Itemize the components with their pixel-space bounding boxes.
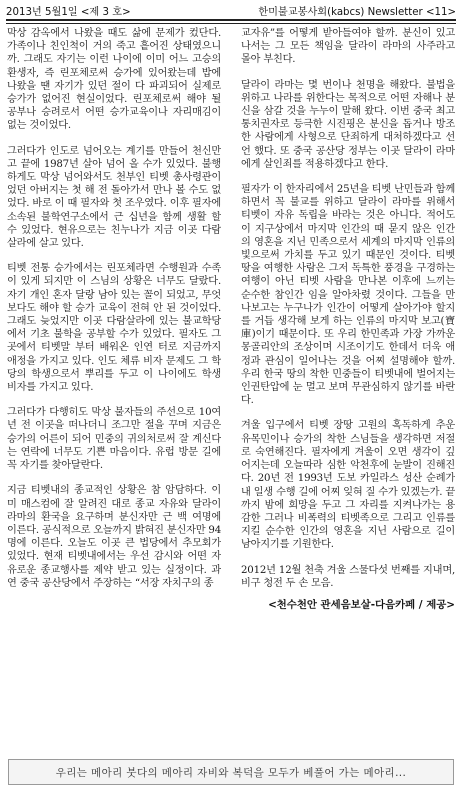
paragraph: 겨울 입구에서 티벳 장땅 고원의 혹독하게 추운 유목민이나 승가의 착한 스님들을 생각하면 저절로 숙연해진다. 필자에게 겨울이 오면 생각이 깊어지는데 오늘따라 심한 악천후에 눈발이 진해진다. 20년 전 1993년 도보 카일라스 성산 순례가 내 일생 수행 길에 어찌 잊혀 질 수가 있겠는가. 끝까지 밤에 희망을 두고 그 자리를 지켜나가는 용감한 그러나 비폭력의 티벳족으로 그리고 인류를 지킬 순수한 인간의 영혼을 지닌 사람으로 길이 남아지기를 기원한다.: [241, 420, 455, 551]
paragraph: 지금 티벳내의 종교적인 상황은 참 암담하다. 이미 매스컴에 잘 알려진 대로 종교 자유와 달라이 라마의 환국을 요구하며 분신자만 근 백 여명에 이른다. 공식적으로 오늘까지 밝혀진 분신자만 94명에 이른다. 오늘도 이곳 큰 법당에서 추모회가 있었다. 현재 티벳내에서는 우선 감시와 어떤 자유로운 종교행사를 제약 받고 있는 실정이다. 과연 중국 공산당에서 주장하는 “서장 자치구의 종: [7, 485, 221, 589]
footer-banner: [8, 759, 454, 785]
issue-date: 2013년 5월1일 <제 3 호>: [6, 6, 131, 18]
right-column: [241, 27, 455, 751]
source-credit: <천수천안 관세음보살-다음카페 / 제공>: [268, 598, 455, 611]
footer-slogan: 우리는 메아리 붓다의 메아리 자비와 복덕을 모두가 베풀어 가는 메아리...: [55, 766, 407, 779]
paragraph: 그러다가 다행히도 막상 불자들의 주선으로 10여 년 전 이곳을 떠나더니 조그만 절을 꾸며 지금은 승가의 어른이 되어 민중의 귀의처로써 잘 계신다는 연락에 너무도 기쁜 마음이다. 유럽 방문 길에 꼭 자기를 찾아달란다.: [7, 407, 221, 472]
signature-paragraph: 2012년 12월 천축 겨울 스물다섯 번째를 지내며, 비구 청전 두 손 모음.: [241, 564, 455, 589]
paragraph: 그러다가 인도로 넘어오는 계기를 만들어 천신만고 끝에 1987년 살아 넘어 올 수가 있었다. 불행하게도 막상 넘어와서도 천부인 티벳 총사령관이었던 아버지는 첫 해 전 돌아가서 만나 볼 수도 없었다. 바로 이 때 필자와 첫 조우였다. 이후 필자에 소속된 불학연구소에서 근 십년을 함께 생활 할 수 있었다. 현유으로는 친누나가 지금 이곳 다람살라에 살고 있다.: [7, 145, 221, 250]
article-body: [7, 27, 455, 751]
left-column: [7, 27, 221, 751]
newsletter-title: 한미불교봉사회(kabcs) Newsletter <11>: [258, 6, 456, 18]
header-rule-thin: [6, 23, 456, 24]
newsletter-header: [6, 3, 456, 17]
paragraph: 막상 감옥에서 나왔을 때도 삶에 문제가 컸단다. 가족이나 친인척이 거의 죽고 흩어진 상태였으니까. 그래도 자기는 이런 나이에 이미 어느 고승의 환생자, 즉 린포체로써 승가에 있어왔는데 밥에 나왔을 땐 자기가 있던 절이 다 파괴되어 실제로 승가가 없어진 현실이었다. 린포체로써 해야 될 공부나 승려로서 어떤 승가교육이나 자리매김이 없는 것이었다.: [7, 28, 221, 132]
paragraph: 교자유”를 어떻게 받아들여야 할까. 분신이 있고나서는 그 모든 책임을 달라이 라마의 사주라고 몰아 부친다.: [241, 28, 455, 66]
paragraph: 필자가 이 한자리에서 25년을 티벳 난민들과 함께 하면서 꼭 불교를 위하고 달라이 라마를 위해서 티벳이 자유 독립을 바라는 것은 아니다. 적어도 이 지구상에서 마지막 인간의 때 묻지 않은 인간의 영혼을 지닌 민족으로서 세계의 마지막 인류의 빛으로써 가치를 두고 있기 때문인 것이다. 티벳 땅을 여행한 사람은 그저 독특한 풍경을 구경하는 여행이 아닌 티벳 사람을 만나본 이후에 느끼는 순수한 참인간 임을 알아차렸 것이다. 그들을 만나보고는 누구나가 인간이 어떻게 살아가야 할지를 거듭 생각해 보게 하는 인류의 마지막 보고(寶庫)이기 때문이다. 또 우리 한민족과 가장 가까운 몽골리안의 조상이며 시조이기도 한데서 더욱 애정과 관심이 일어나는 것을 어찌 설명해야 할까. 우리 한국 땅의 착한 민중들이 티벳내에 벌어지는 인권탄압에 눈 멀고 보며 무관심하지 않기를 바란다.: [241, 184, 455, 407]
paragraph: 달라이 라마는 몇 번이나 천명을 해왔다. 불법을 위하고 나라를 위한다는 목적으로 어떤 자해나 분신을 삼갈 것을 누누이 말해 왔다. 이번 중국 최고 통치권자로 등극한 시진핑은 분신을 돕거나 방조한 사람에게 사형으로 단죄하게 대처하겠다고 선언 했다. 또 중국 공산당 정부는 이곳 달라이 라마에게 살인죄를 적용하겠다고 한다.: [241, 79, 455, 170]
paragraph: 티벳 전통 승가에서는 린포체라면 수행원과 수족이 있게 되지만 이 스님의 상황은 너무도 달랐다. 자기 개인 혼자 달랑 남아 있는 꼴이 되었고, 무엇보다도 해야 할 승가 교육이 전혀 안 된 것이었다. 그래도 늦었지만 이곳 다람살라에 있는 불교학당에서 기초 불학을 공부할 수가 있었다. 필자도 그곳에서 티벳말 부터 배워온 인연 터로 지금까지 애정을 가지고 있다. 인도 체류 비자 문제도 그 학당의 학생으로서 뿌리를 두고 이 나이에도 학생 비자를 가지고 있다.: [7, 263, 221, 394]
header-rule: [6, 19, 456, 21]
